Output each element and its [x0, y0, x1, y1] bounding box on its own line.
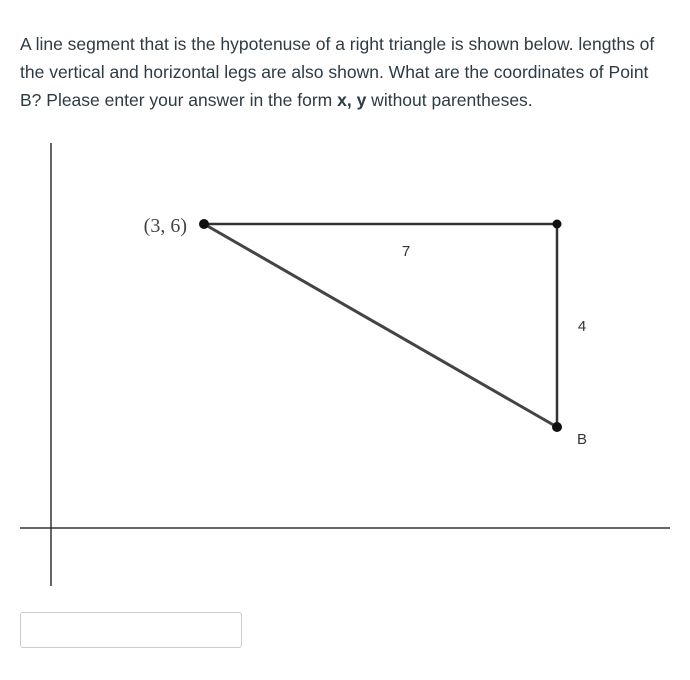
- point-b-label: B: [576, 431, 588, 448]
- hypotenuse: [204, 224, 557, 427]
- horizontal-leg-label: 7: [401, 243, 411, 260]
- point-a: [199, 219, 209, 229]
- point-a-label: (3, 6): [143, 215, 187, 237]
- vertical-leg-label: 4: [577, 318, 587, 335]
- question-text-part2: without parentheses.: [366, 90, 533, 110]
- right-angle-vertex: [553, 220, 562, 229]
- answer-input[interactable]: [20, 612, 242, 648]
- answer-format: x, y: [337, 90, 367, 110]
- question-text-part1: A line segment that is the hypotenuse of a right triangle is shown below. lengths of the vertical and horizontal legs are also shown. What are the coordinates of Point B? Please enter your answer in the form: [20, 34, 655, 110]
- point-b: [552, 422, 562, 432]
